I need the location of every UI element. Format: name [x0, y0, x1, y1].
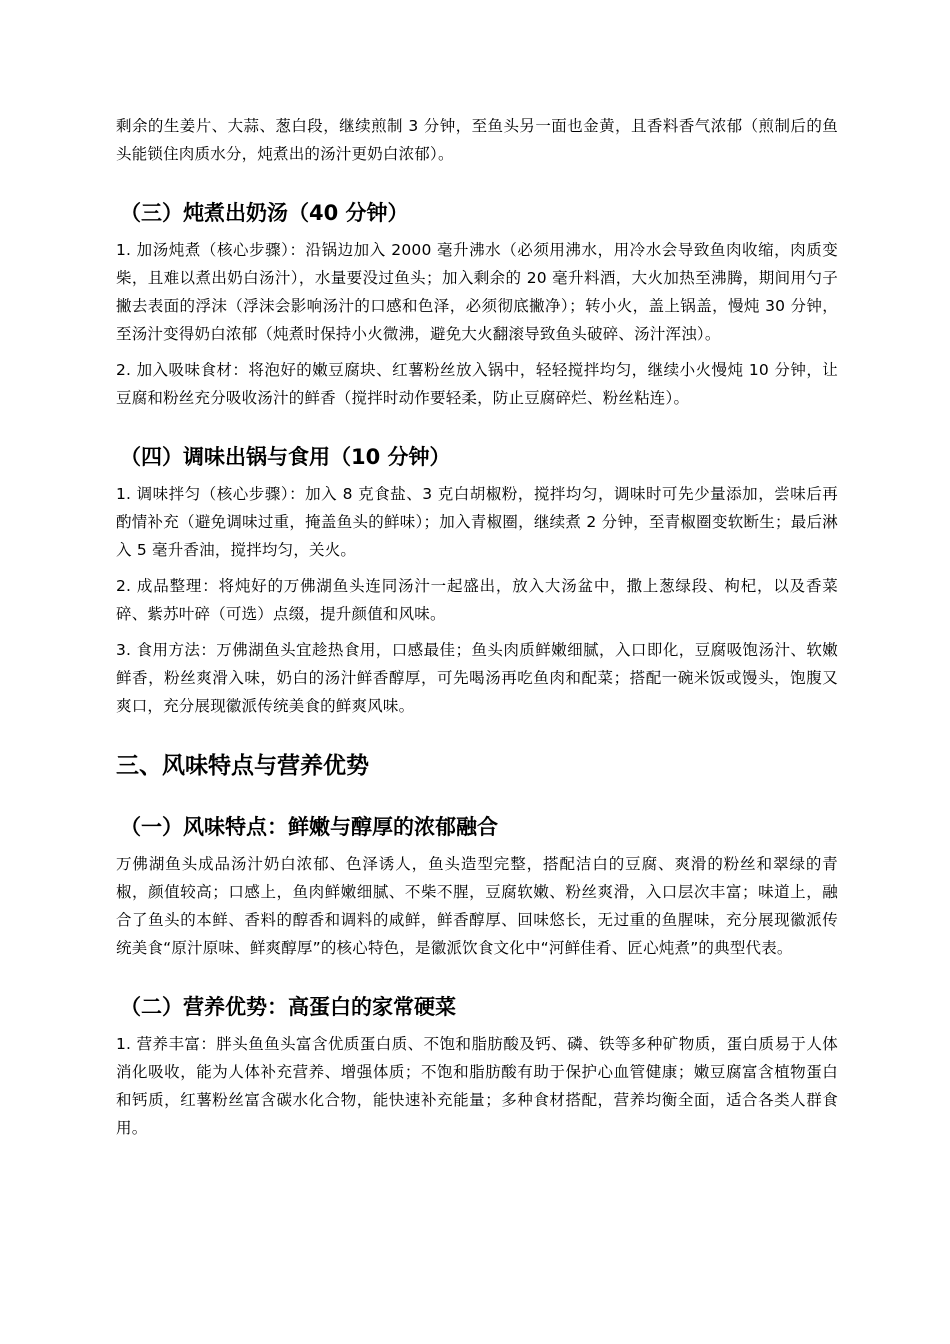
paragraph-nutrition-1: 1. 营养丰富：胖头鱼鱼头富含优质蛋白质、不饱和脂肪酸及钙、磷、铁等多种矿物质，蛋白质易于人体消化吸收，能为人体补充营养、增强体质；不饱和脂肪酸有助于保护心血管健康；嫩豆腐富含植物蛋白和钙质，红薯粉丝富含碳水化合物，能快速补充能量；多种食材搭配，营养均衡全面，适合各类人群食用。 — [116, 1035, 838, 1137]
paragraph-season-2: 2. 成品整理：将炖好的万佛湖鱼头连同汤汁一起盛出，放入大汤盆中，撒上葱绿段、枸杞，以及香菜碎、紫苏叶碎（可选）点缀，提升颜值和风味。 — [116, 577, 838, 623]
heading-section-three: 三、风味特点与营养优势 — [116, 753, 369, 779]
paragraph-stew-1: 1. 加汤炖煮（核心步骤）：沿锅边加入 2000 毫升沸水（必须用沸水，用冷水会导致鱼肉收缩，肉质变柴，且难以煮出奶白汤汁），水量要没过鱼头；加入剩余的 20 毫升料酒，大火加热至沸腾，期间用勺子撇去表面的浮沫（浮沫会影响汤汁的口感和色泽，必须彻底撇净）；转小火，盖上锅盖，慢炖 30 分钟，至汤汁变得奶白浓郁（炖煮时保持小火微沸，避免大火翻滚导致鱼头破碎、汤汁浑浊）。 — [116, 241, 838, 343]
paragraph-intro: 剩余的生姜片、大蒜、葱白段，继续煎制 3 分钟，至鱼头另一面也金黄，且香料香气浓郁（煎制后的鱼头能锁住肉质水分，炖煮出的汤汁更奶白浓郁）。 — [116, 117, 838, 163]
paragraph-flavor: 万佛湖鱼头成品汤汁奶白浓郁、色泽诱人，鱼头造型完整，搭配洁白的豆腐、爽滑的粉丝和翠绿的青椒，颜值较高；口感上，鱼肉鲜嫩细腻、不柴不腥，豆腐软嫩、粉丝爽滑，入口层次丰富；味道上，融合了鱼头的本鲜、香料的醇香和调料的咸鲜，鲜香醇厚、回味悠长，无过重的鱼腥味，充分展现徽派传统美食“原汁原味、鲜爽醇厚”的核心特色，是徽派饮食文化中“河鲜佳肴、匠心炖煮”的典型代表。 — [116, 855, 838, 957]
heading-flavor: （一）风味特点：鲜嫩与醇厚的浓郁融合 — [120, 815, 498, 839]
document-page — [116, 112, 838, 1142]
heading-nutrition: （二）营养优势：高蛋白的家常硬菜 — [120, 995, 456, 1019]
heading-season-step: （四）调味出锅与食用（10 分钟） — [120, 445, 451, 469]
heading-stew-step: （三）炖煮出奶汤（40 分钟） — [120, 201, 409, 225]
paragraph-stew-2: 2. 加入吸味食材：将泡好的嫩豆腐块、红薯粉丝放入锅中，轻轻搅拌均匀，继续小火慢炖 10 分钟，让豆腐和粉丝充分吸收汤汁的鲜香（搅拌时动作要轻柔，防止豆腐碎烂、粉丝粘连）。 — [116, 361, 838, 407]
paragraph-season-3: 3. 食用方法：万佛湖鱼头宜趁热食用，口感最佳；鱼头肉质鲜嫩细腻，入口即化，豆腐吸饱汤汁、软嫩鲜香，粉丝爽滑入味，奶白的汤汁鲜香醇厚，可先喝汤再吃鱼肉和配菜；搭配一碗米饭或馒头，饱腹又爽口，充分展现徽派传统美食的鲜爽风味。 — [116, 641, 838, 715]
paragraph-season-1: 1. 调味拌匀（核心步骤）：加入 8 克食盐、3 克白胡椒粉，搅拌均匀，调味时可先少量添加，尝味后再酌情补充（避免调味过重，掩盖鱼头的鲜味）；加入青椒圈，继续煮 2 分钟，至青椒圈变软断生；最后淋入 5 毫升香油，搅拌均匀，关火。 — [116, 485, 838, 559]
